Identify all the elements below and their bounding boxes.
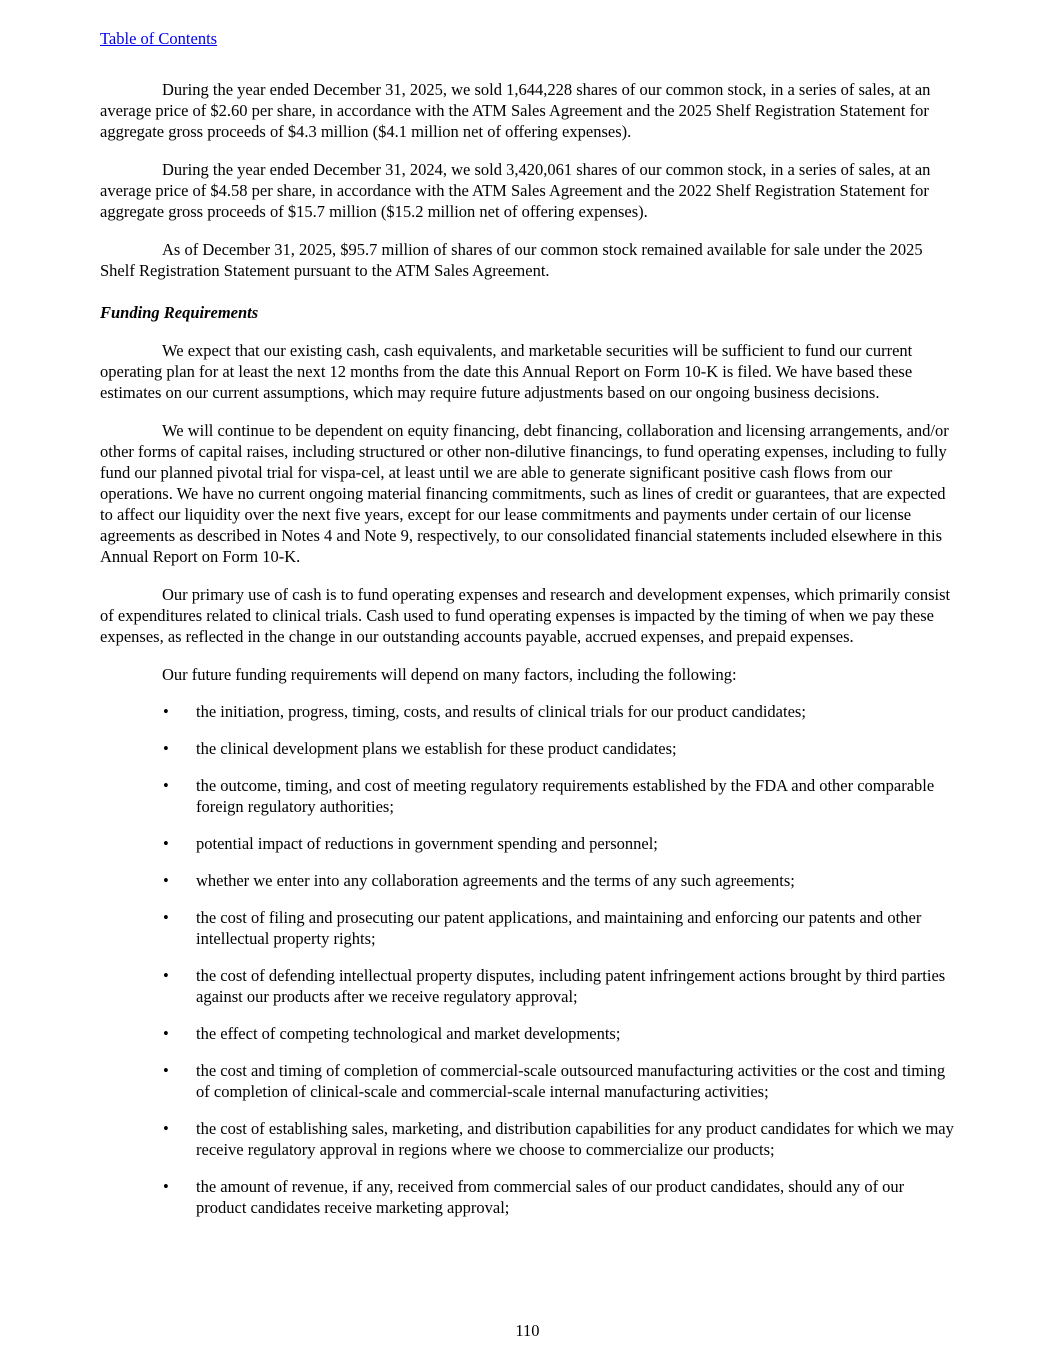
page-number: 110 bbox=[515, 1321, 540, 1340]
list-item bbox=[100, 870, 955, 891]
list-item-text: the cost and timing of completion of commercial-scale outsourced manufacturing activities or the cost and timing of completion of clinical-scale and commercial-scale internal manufacturing activities; bbox=[196, 1061, 946, 1101]
bullet-icon: • bbox=[163, 908, 169, 927]
list-item bbox=[100, 1023, 955, 1044]
list-item bbox=[100, 1060, 955, 1102]
list-item bbox=[100, 701, 955, 722]
paragraph-cash-sufficiency: We expect that our existing cash, cash equivalents, and marketable securities will be sufficient to fund our current operating plan for at least the next 12 months from the date this Annual Report on Form 10-K is filed. We have based these estimates on our current assumptions, which may require future adjustments based on our ongoing business decisions. bbox=[100, 341, 913, 402]
bullet-icon: • bbox=[163, 1024, 169, 1043]
list-item-text: the initiation, progress, timing, costs, and results of clinical trials for our product candidates; bbox=[196, 702, 806, 721]
list-item-text: the amount of revenue, if any, received from commercial sales of our product candidates, should any of our product candidates receive marketing approval; bbox=[196, 1177, 905, 1217]
list-item-text: potential impact of reductions in government spending and personnel; bbox=[196, 834, 658, 853]
paragraph-primary-use-of-cash: Our primary use of cash is to fund operating expenses and research and development expenses, which primarily consist of expenditures related to clinical trials. Cash used to fund operating expenses is impacted by the timing of when we pay these expenses, as reflected in the change in our outstanding accounts payable, accrued expenses, and prepaid expenses. bbox=[100, 585, 951, 646]
bullet-icon: • bbox=[163, 966, 169, 985]
paragraph-financing-dependence: We will continue to be dependent on equity financing, debt financing, collaboration and licensing arrangements, and/or other forms of capital raises, including structured or other non-dilutive financings, to fund operating expenses, including to fully fund our planned pivotal trial for vispa-cel, at least until we are able to generate significant positive cash flows from our operations. We have no current ongoing material financing commitments, such as lines of credit or guarantees, that are expected to affect our liquidity over the next five years, except for our lease commitments and payments under certain of our license agreements as described in Notes 4 and Note 9, respectively, to our consolidated financial statements included elsewhere in this Annual Report on Form 10-K. bbox=[100, 421, 949, 566]
table-of-contents-link[interactable]: Table of Contents bbox=[100, 29, 218, 48]
paragraph-atm-sales-2024: During the year ended December 31, 2024, we sold 3,420,061 shares of our common stock, in a series of sales, at an average price of $4.58 per share, in accordance with the ATM Sales Agreement and the 2022 Shelf Registration Statement for aggregate gross proceeds of $15.7 million ($15.2 million net of offering expenses). bbox=[100, 160, 931, 221]
list-item-text: whether we enter into any collaboration agreements and the terms of any such agreements; bbox=[196, 871, 795, 890]
bullet-icon: • bbox=[163, 1119, 169, 1138]
bullet-icon: • bbox=[163, 776, 169, 795]
list-item-text: the effect of competing technological and market developments; bbox=[196, 1024, 621, 1043]
bullet-icon: • bbox=[163, 702, 169, 721]
list-item-text: the cost of establishing sales, marketing, and distribution capabilities for any product candidates for which we may receive regulatory approval in regions where we choose to commercialize our products; bbox=[196, 1119, 954, 1159]
bullet-icon: • bbox=[163, 739, 169, 758]
bullet-icon: • bbox=[163, 871, 169, 890]
bullet-icon: • bbox=[163, 1061, 169, 1080]
list-item bbox=[100, 775, 955, 817]
list-item-text: the clinical development plans we establish for these product candidates; bbox=[196, 739, 677, 758]
list-item bbox=[100, 833, 955, 854]
list-item-text: the cost of defending intellectual property disputes, including patent infringement actions brought by third parties against our products after we receive regulatory approval; bbox=[196, 966, 946, 1006]
list-item bbox=[100, 1176, 955, 1218]
list-item-text: the outcome, timing, and cost of meeting regulatory requirements established by the FDA and other comparable foreign regulatory authorities; bbox=[196, 776, 935, 816]
list-item bbox=[100, 965, 955, 1007]
list-item-text: the cost of filing and prosecuting our patent applications, and maintaining and enforcing our patents and other intellectual property rights; bbox=[196, 908, 922, 948]
bullet-icon: • bbox=[163, 834, 169, 853]
section-heading-funding-requirements: Funding Requirements bbox=[100, 303, 259, 322]
list-item bbox=[100, 907, 955, 949]
paragraph-shares-available: As of December 31, 2025, $95.7 million of shares of our common stock remained available for sale under the 2025 Shelf Registration Statement pursuant to the ATM Sales Agreement. bbox=[100, 240, 923, 280]
list-item bbox=[100, 1118, 955, 1160]
bullet-icon: • bbox=[163, 1177, 169, 1196]
list-item bbox=[100, 738, 955, 759]
funding-factors-list bbox=[100, 701, 955, 1218]
paragraph-funding-factors-intro: Our future funding requirements will depend on many factors, including the following: bbox=[162, 665, 737, 684]
paragraph-atm-sales-2025: During the year ended December 31, 2025, we sold 1,644,228 shares of our common stock, in a series of sales, at an average price of $2.60 per share, in accordance with the ATM Sales Agreement and the 2025 Shelf Registration Statement for aggregate gross proceeds of $4.3 million ($4.1 million net of offering expenses). bbox=[100, 80, 931, 141]
